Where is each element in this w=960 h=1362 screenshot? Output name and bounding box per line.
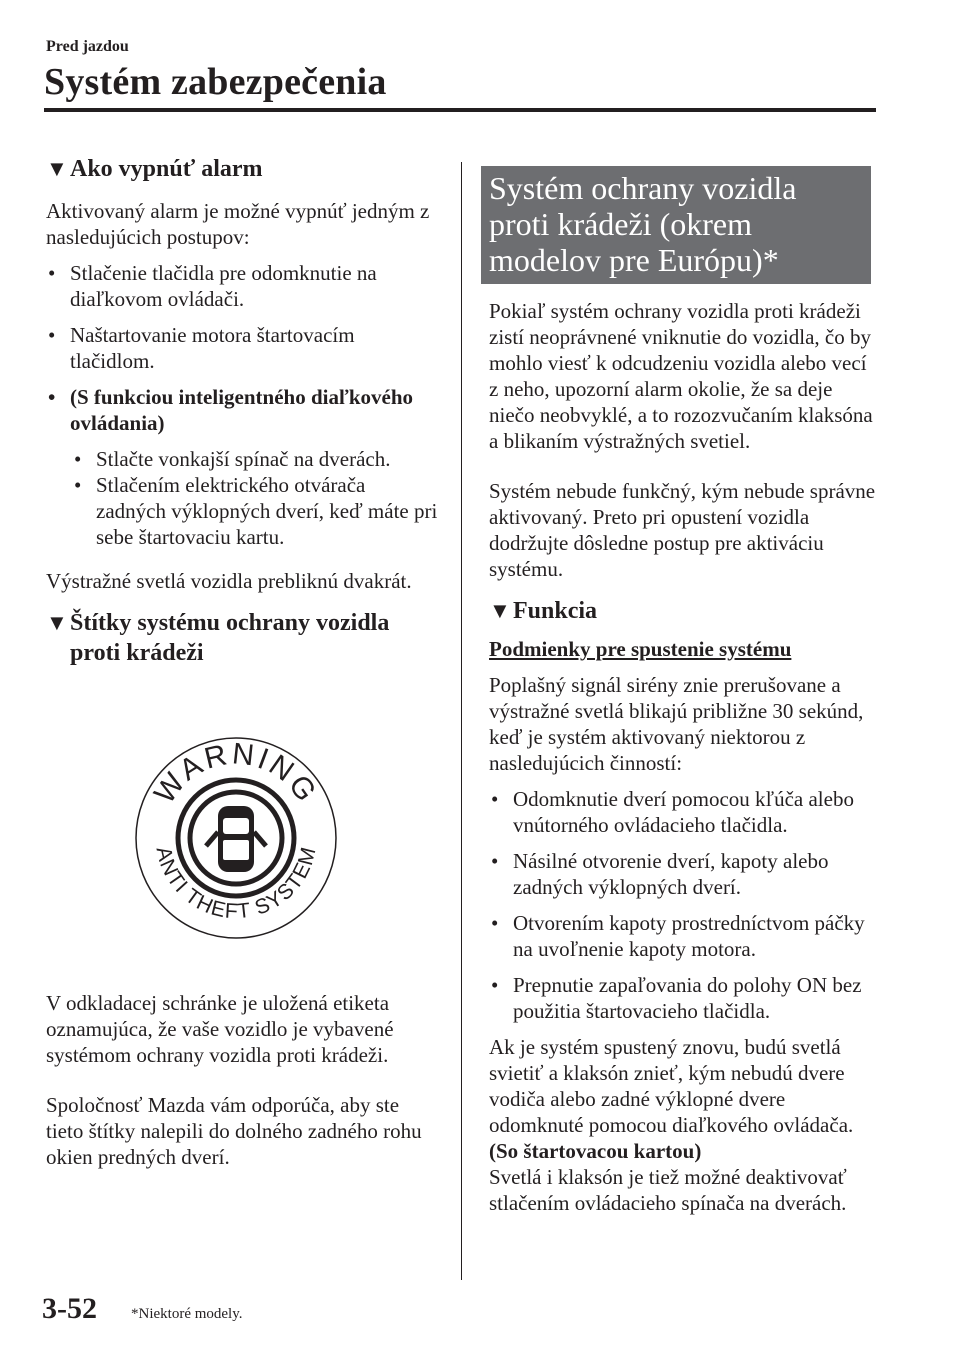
list-item: • Naštartovanie motora štartovacím tlačidlom. (48, 323, 355, 373)
title-rule (44, 108, 876, 112)
triangle-down-icon: ▼ (46, 610, 68, 635)
paragraph: Svetlá i klaksón je tiež možné deaktivovať stlačením ovládacieho spínača na dverách. (489, 1165, 847, 1215)
paragraph: Pokiaľ systém ochrany vozidla proti krádeži zistí neoprávnené vniknutie do vozidla, čo by mohlo viesť k odcudzeniu vozidla alebo vecí z neho, upozorní alarm okolie, že sa deje niečo neobvyklé, a to rozozvučaním klaksóna a blikaním výstražných svetiel. (489, 299, 873, 453)
bullet-icon: • (491, 911, 499, 935)
list-item: • Odomknutie dverí pomocou kľúča alebo vnútorného ovládacieho tlačidla. (491, 787, 854, 837)
left-column (46, 154, 440, 668)
bullet-list (489, 786, 881, 1024)
section-heading-disable-alarm: ▼ Ako vypnúť alarm (46, 156, 263, 182)
bullet-icon: • (48, 385, 56, 409)
paragraph: Poplašný signál sirény znie prerušovane a výstražné svetlá blikajú približne 30 sekúnd, keď je systém aktivovaný niektorou z nasledujúcich činností: (489, 673, 864, 775)
list-item: • Násilné otvorenie dverí, kapoty alebo zadných výklopných dverí. (491, 849, 829, 899)
list-item: • Otvorením kapoty prostredníctvom páčky na uvoľnenie kapoty motora. (491, 911, 865, 961)
bold-note: (So štartovacou kartou) (489, 1139, 702, 1163)
list-item: • (S funkciou inteligentného diaľkového ovládania) (48, 385, 413, 435)
svg-text:WARNING: WARNING (148, 737, 325, 810)
list-item: • Stlačte vonkajší spínač na dverách. (74, 447, 391, 471)
anti-theft-warning-seal-icon (134, 732, 338, 944)
footnote: *Niektoré modely. (131, 1306, 243, 1322)
page-title: Systém zabezpečenia (44, 61, 387, 103)
running-head: Pred jazdou (46, 38, 129, 55)
paragraph: Aktivovaný alarm je možné vypnúť jedným z nasledujúcich postupov: (46, 199, 430, 249)
left-column-bottom (46, 990, 440, 1170)
paragraph: Výstražné svetlá vozidla prebliknú dvakrát. (46, 569, 412, 593)
bullet-icon: • (491, 973, 499, 997)
right-column (489, 166, 881, 1216)
svg-text:ANTI THEFT SYSTEM: ANTI THEFT SYSTEM (151, 844, 321, 924)
triangle-down-icon: ▼ (489, 598, 511, 623)
paragraph: V odkladacej schránke je uložená etiketa oznamujúca, že vaše vozidlo je vybavené systémom ochrany vozidla proti krádeži. (46, 991, 394, 1067)
bullet-icon: • (74, 473, 82, 497)
bullet-icon: • (48, 261, 56, 285)
list-item: • Prepnutie zapaľovania do polohy ON bez použitia štartovacieho tlačidla. (491, 973, 862, 1023)
bullet-list (46, 260, 440, 436)
section-banner: Systém ochrany vozidla proti krádeži (okrem modelov pre Európu)* (481, 166, 871, 284)
section-heading-function: ▼ Funkcia (489, 598, 598, 624)
bullet-icon: • (48, 323, 56, 347)
bullet-icon: • (74, 447, 82, 471)
bullet-icon: • (491, 849, 499, 873)
triangle-down-icon: ▼ (46, 156, 68, 181)
section-heading-labels: ▼ Štítky systému ochrany vozidla proti krádeži (46, 610, 390, 666)
bullet-icon: • (491, 787, 499, 811)
paragraph: Spoločnosť Mazda vám odporúča, aby ste tieto štítky nalepili do dolného zadného rohu okien predných dverí. (46, 1093, 422, 1169)
sub-bullet-list (46, 446, 440, 550)
paragraph: Ak je systém spustený znovu, budú svetlá svietiť a klaksón znieť, kým nebudú dvere vodiča alebo zadné výklopné dvere odomknuté pomocou diaľkového ovládača. (489, 1035, 854, 1137)
paragraph: Systém nebude funkčný, kým nebude správne aktivovaný. Preto pri opustení vozidla dodržujte dôsledne postup pre aktiváciu systému. (489, 479, 876, 581)
subheading: Podmienky pre spustenie systému (489, 637, 792, 661)
column-divider (461, 162, 462, 1280)
list-item: • Stlačením elektrického otvárača zadných výklopných dverí, keď máte pri sebe štartovaciu kartu. (74, 473, 438, 549)
list-item: • Stlačenie tlačidla pre odomknutie na diaľkovom ovládači. (48, 261, 377, 311)
page-number: 3-52 (42, 1292, 97, 1325)
